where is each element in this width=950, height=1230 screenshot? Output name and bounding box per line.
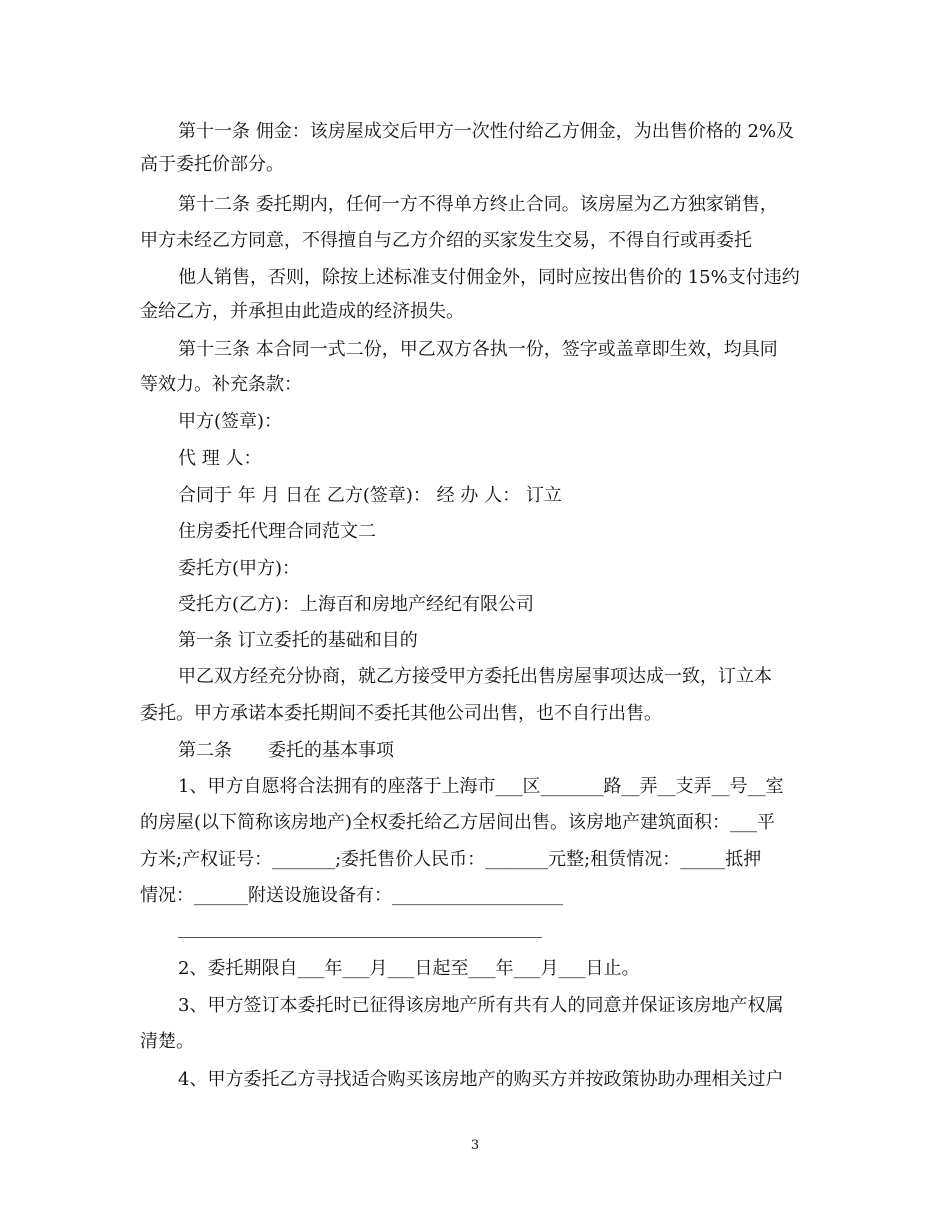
text-line: 高于委托价部分。	[140, 154, 284, 175]
text-line: 委托方(甲方)：	[178, 558, 301, 579]
text-line: 甲方(签章)：	[178, 411, 283, 432]
text-line: 第十一条 佣金：该房屋成交后甲方一次性付给乙方佣金，为出售价格的 2%及	[178, 121, 794, 142]
text-line: 的房屋(以下简称该房地产)全权委托给乙方居间出售。该房地产建筑面积：___平	[140, 812, 776, 833]
text-line: 甲乙双方经充分协商，就乙方接受甲方委托出售房屋事项达成一致，订立本	[178, 666, 772, 687]
text-line: 受托方(乙方)：上海百和房地产经纪有限公司	[178, 594, 535, 615]
text-line: 2、委托期限自___年___月___日起至___年___月___日止。	[178, 958, 640, 979]
text-line: 情况：______附送设施设备有：___________________	[140, 885, 563, 906]
text-line: 方米;产权证号：_______;委托售价人民币：_______元整;租赁情况：_____抵押	[140, 849, 762, 870]
text-line: 第一条 订立委托的基础和目的	[178, 630, 418, 651]
text-line: 4、甲方委托乙方寻找适合购买该房地产的购买方并按政策协助办理相关过户	[178, 1069, 784, 1090]
blank-fill-line	[178, 937, 542, 938]
text-line: 合同于 年 月 日在 乙方(签章)： 经 办 人： 订立	[178, 485, 562, 506]
text-line: 等效力。补充条款：	[140, 374, 302, 395]
text-line: 第二条 委托的基本事项	[178, 740, 394, 761]
text-line: 1、甲方自愿将合法拥有的座落于上海市___区_______路__弄__支弄__号__室	[178, 776, 784, 797]
text-line: 清楚。	[140, 1031, 194, 1052]
page-number: 3	[470, 1138, 480, 1153]
text-line: 代 理 人：	[178, 448, 262, 469]
text-line: 第十二条 委托期内，任何一方不得单方终止合同。该房屋为乙方独家销售，	[178, 194, 778, 215]
text-line: 甲方未经乙方同意，不得擅自与乙方介绍的买家发生交易，不得自行或再委托	[140, 230, 752, 251]
text-line: 金给乙方，并承担由此造成的经济损失。	[140, 301, 464, 322]
text-line: 第十三条 本合同一式二份，甲乙双方各执一份，签字或盖章即生效，均具同	[178, 339, 778, 360]
text-line: 委托。甲方承诺本委托期间不委托其他公司出售，也不自行出售。	[140, 703, 662, 724]
text-line: 3、甲方签订本委托时已征得该房地产所有共有人的同意并保证该房地产权属	[178, 995, 784, 1016]
section-title: 住房委托代理合同范文二	[178, 521, 376, 542]
text-line: 他人销售，否则，除按上述标准支付佣金外，同时应按出售价的 15%支付违约	[178, 267, 800, 288]
